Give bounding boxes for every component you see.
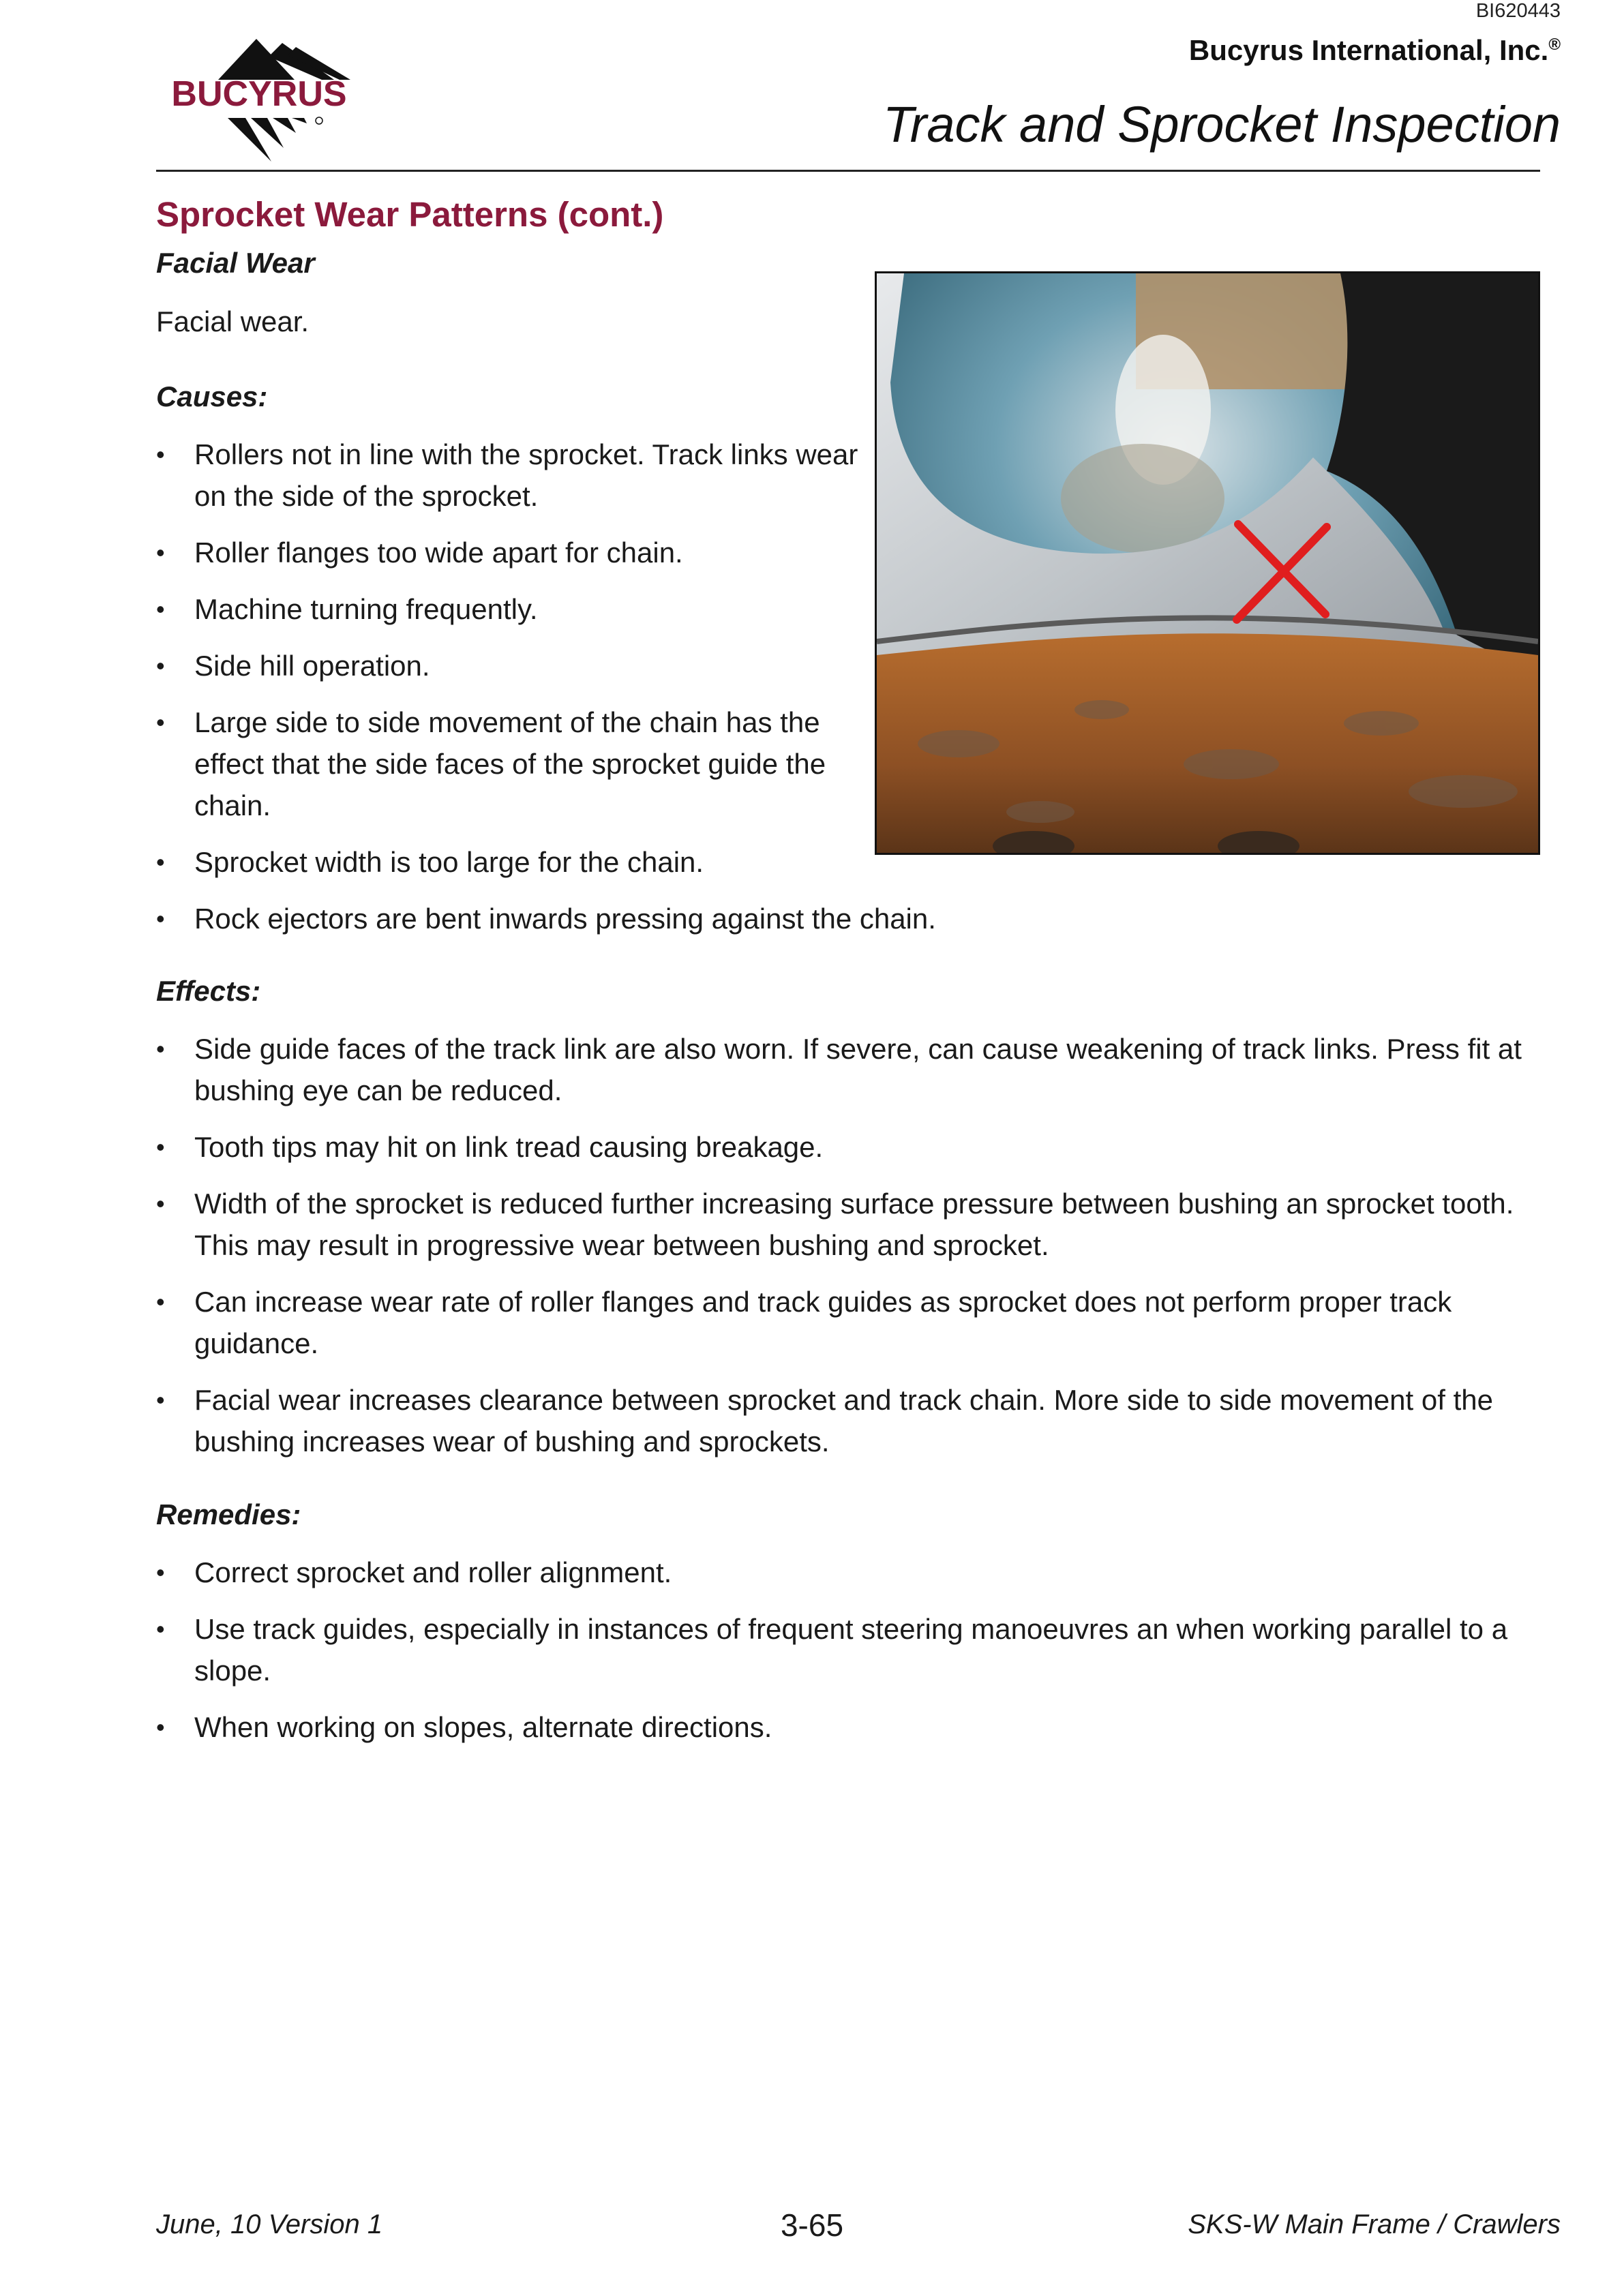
footer-date: June, 10 Version 1: [156, 2209, 383, 2239]
page-title: Track and Sprocket Inspection: [882, 96, 1561, 153]
effects-heading: Effects:: [156, 975, 261, 1007]
list-item: • When working on slopes, alternate directions.: [156, 1706, 1540, 1748]
list-item: • Sprocket width is too large for the chain.: [156, 841, 872, 883]
subsection-title: Facial Wear: [156, 247, 315, 279]
sprocket-photo: [875, 271, 1540, 855]
bucyrus-logo: [155, 37, 363, 167]
company-name: [1189, 34, 1561, 67]
footer-manual-title: SKS-W Main Frame / Crawlers: [1188, 2209, 1561, 2239]
list-item: • Facial wear increases clearance between sprocket and track chain. More side to side movement of the bushing increases wear of bushing and sprockets.: [156, 1379, 1540, 1462]
registered-mark: ®: [1548, 35, 1561, 54]
remedies-heading: Remedies:: [156, 1498, 301, 1530]
list-item: • Can increase wear rate of roller flanges and track guides as sprocket does not perform proper track guidance.: [156, 1281, 1540, 1364]
list-item: • Large side to side movement of the chain has the effect that the side faces of the sprocket guide the chain.: [156, 701, 872, 826]
list-item: • Side guide faces of the track link are also worn. If severe, can cause weakening of track links. Press fit at bushing eye can be reduced.: [156, 1028, 1540, 1111]
list-item: • Machine turning frequently.: [156, 588, 872, 630]
document-id: BI620443: [1475, 0, 1561, 22]
company-name-text: Bucyrus International, Inc.: [1188, 34, 1549, 66]
list-item: • Tooth tips may hit on link tread causing breakage.: [156, 1126, 1540, 1168]
causes-heading: Causes:: [156, 380, 268, 412]
intro-text: Facial wear.: [156, 305, 310, 337]
list-item: • Width of the sprocket is reduced further increasing surface pressure between bushing an sprocket tooth. This may result in progressive wear between bushing and sprocket.: [156, 1183, 1540, 1266]
list-item: • Roller flanges too wide apart for chain.: [156, 532, 872, 573]
effects-list: [156, 1028, 1540, 1477]
section-title: Sprocket Wear Patterns (cont.): [156, 195, 664, 234]
svg-text:BUCYRUS: BUCYRUS: [171, 74, 347, 114]
remedies-list: [156, 1552, 1540, 1763]
list-item: • Side hill operation.: [156, 645, 872, 686]
causes-list: [156, 434, 936, 954]
page-number: 3-65: [780, 2207, 844, 2243]
list-item: • Use track guides, especially in instances of frequent steering manoeuvres an when working parallel to a slope.: [156, 1608, 1540, 1691]
list-item: • Correct sprocket and roller alignment.: [156, 1552, 1540, 1593]
list-item: • Rollers not in line with the sprocket. Track links wear on the side of the sprocket.: [156, 434, 872, 517]
header-divider: [156, 170, 1540, 172]
list-item: • Rock ejectors are bent inwards pressing against the chain.: [156, 898, 1490, 939]
